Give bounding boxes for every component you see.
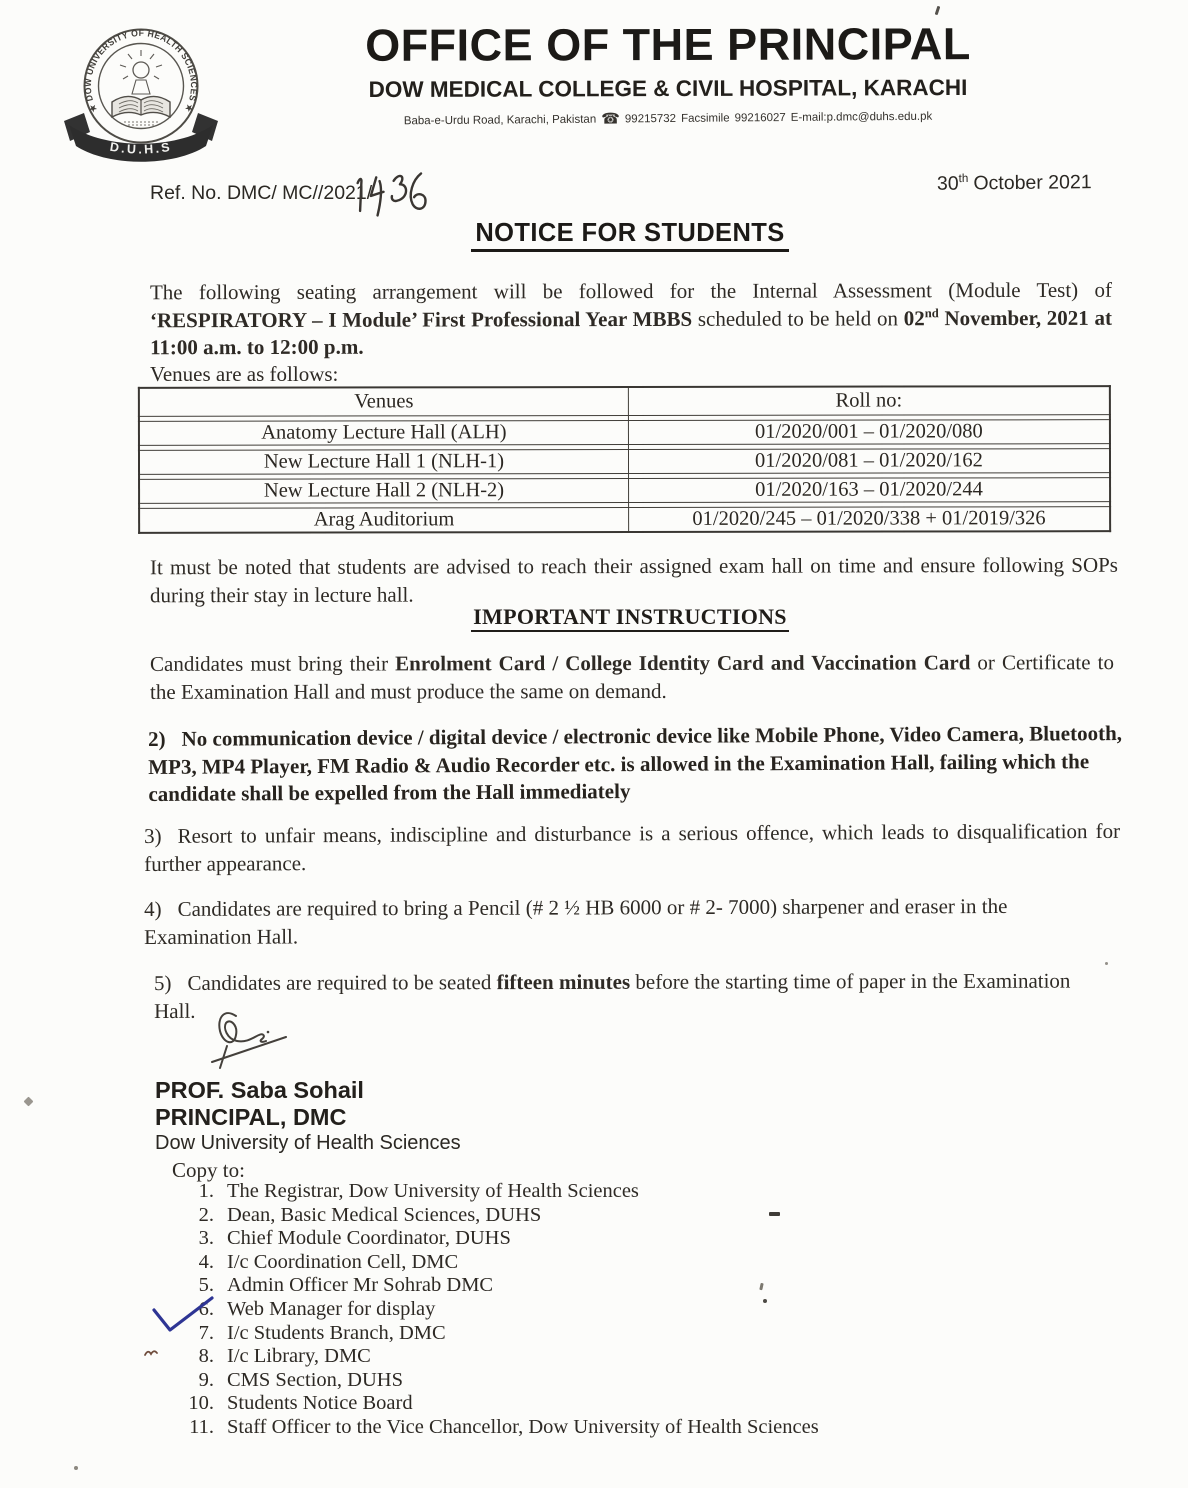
logo-ribbon [64,113,218,162]
table-row [139,420,1110,446]
address-text: Baba-e-Urdu Road, Karachi, Pakistan [403,113,597,127]
item-text: CMS Section, DUHS [227,1368,403,1391]
item-number: 2. [198,1203,214,1226]
notice-title: NOTICE FOR STUDENTS [150,219,1110,248]
item-text: Admin Officer Mr Sohrab DMC [227,1274,494,1297]
email-text: E-mail:p.dmc@duhs.edu.pk [790,110,933,124]
item-number: 9. [198,1368,214,1391]
item-number: 3. [198,1227,214,1250]
letterhead [338,18,998,128]
signatory-name: PROF. Saba Sohail [155,1077,364,1103]
scan-speck [1105,962,1108,965]
list-item [150,1180,819,1204]
copy-to-label: Copy to: [172,1158,245,1182]
item-number: 4) [144,896,162,921]
rollno-cell: 01/2020/163 – 01/2020/244 [628,478,1110,503]
list-item [150,1204,819,1228]
scan-speck [763,1299,767,1303]
item-number: 6. [198,1297,214,1320]
duhs-logo [36,26,246,168]
fifteen-minutes-bold: fifteen minutes [496,969,631,995]
venues-lead-in: Venues are as follows: [150,362,339,386]
table-row [139,478,1110,504]
intro-text: scheduled to be held on [692,305,904,331]
logo-book-icon [112,96,170,117]
institution-name: DOW MEDICAL COLLEGE & CIVIL HOSPITAL, KARACHI [368,74,968,102]
instruction-text: before the starting time of paper in the Examination Hall. [154,968,1071,1023]
item-number: 8. [198,1345,214,1368]
signatory-org: Dow University of Health Sciences [155,1132,461,1154]
instruction-text: Resort to unfair means, indiscipline and disturbance is a serious offence, which leads to disqualification for further appearance. [144,818,1121,876]
phone-number: 99215732 [624,112,677,125]
item-text: The Registrar, Dow University of Health Sciences [227,1180,639,1202]
date-ordinal: th [958,171,969,186]
instruction-text: Candidates are required to bring a Pencil (# 2 ½ HB 6000 or # 2- 7000) sharpener and eraser in the Examination Hall. [144,893,1008,949]
phone-icon: ☎ [601,110,620,128]
logo-sun-icon [133,62,149,78]
item-number: 1. [198,1180,214,1202]
item-number: 5) [154,970,172,995]
item-number: 10. [188,1392,214,1415]
list-item [150,1251,819,1275]
table-row [139,449,1110,475]
rollno-cell: 01/2020/081 – 01/2020/162 [628,449,1110,474]
rollno-cell: 01/2020/245 – 01/2020/338 + 01/2019/326 [628,507,1110,532]
handwritten-ref-number [347,168,439,226]
contact-line [338,108,998,129]
logo-banner-text: D.U.H.S [108,139,174,157]
stray-pen-mark [143,1347,163,1359]
important-instructions-heading: IMPORTANT INSTRUCTIONS [150,604,1110,630]
list-item [150,1322,819,1346]
list-item [150,1416,819,1440]
ref-number-label: Ref. No. DMC/ MC//2021/ [150,182,373,204]
scan-speck [769,1212,780,1216]
item-text: I/c Students Branch, DMC [227,1321,446,1344]
item-number: 11. [189,1415,214,1438]
list-item [150,1369,819,1393]
instruction-4 [144,893,1110,951]
fax-label: Facsimile [680,111,730,125]
list-item [150,1345,819,1369]
table-row [139,507,1110,533]
item-number: 5. [198,1274,214,1297]
instruction-3 [144,818,1120,878]
list-item [150,1392,819,1416]
item-number: 2) [148,726,166,751]
instruction-text: or Certificate to the Examination Hall and must produce the same on demand. [150,650,1114,704]
item-number: 4. [198,1250,214,1273]
list-item [150,1227,819,1251]
instruction-text: Candidates are required to be seated [187,970,497,995]
item-text: Dean, Basic Medical Sciences, DUHS [227,1203,542,1226]
signature-scribble [198,1004,313,1076]
office-title: OFFICE OF THE PRINCIPAL [365,18,971,71]
intro-paragraph [150,277,1112,362]
instruction-text: No communication device / digital device / electronic device like Mobile Phone, Video Camera, Bluetooth, MP3, MP4 Player, FM Radio & Audio Recorder etc. is allowed in the Examination Hall, failing which the candidate shall be expelled from the Hall immediately [148,721,1123,806]
exam-datetime-bold: November, 2021 at 11:00 a.m. to 12:00 p.m. [150,305,1113,360]
column-header-rollno: Roll no: [628,386,1110,415]
exam-date-bold: 02 [903,305,925,330]
item-text: Chief Module Coordinator, DUHS [227,1227,511,1250]
exam-date-ordinal: nd [924,305,939,320]
handwritten-checkmark-icon [150,1292,222,1336]
table-header-row [139,386,1110,416]
venue-cell: Arag Auditorium [139,507,628,532]
date-day: 30 [937,172,960,195]
list-item [150,1274,819,1298]
item-text: Students Notice Board [227,1392,413,1415]
instruction-2 [148,720,1134,809]
copy-distribution-list [150,1180,819,1440]
rollno-cell: 01/2020/001 – 01/2020/080 [628,420,1110,445]
date-rest: October 2021 [973,171,1093,195]
item-number: 3) [144,823,162,848]
signatory-title: PRINCIPAL, DMC [155,1104,347,1130]
module-name-bold: ‘RESPIRATORY – I Module’ First Professional Year MBBS [149,306,693,332]
venue-cell: New Lecture Hall 1 (NLH-1) [139,449,628,474]
scan-speck [935,6,941,15]
scan-speck [74,1466,78,1470]
item-text: I/c Library, DMC [227,1345,371,1368]
item-number: 7. [198,1321,214,1344]
item-text: Staff Officer to the Vice Chancellor, Dow University of Health Sciences [227,1415,819,1438]
document-date [937,171,1092,196]
logo-ring-text: ★ DOW UNIVERSITY OF HEALTH SCIENCES ★ [82,27,200,115]
note-paragraph: It must be noted that students are advised to reach their assigned exam hall on time and ensure following SOPs during their stay in lecture hall. [149,552,1118,607]
column-header-venues: Venues [139,387,628,416]
item-text: Web Manager for display [227,1297,436,1320]
venues-table [138,385,1111,534]
instruction-1 [150,649,1114,706]
scan-speck [24,1097,34,1107]
item-text: I/c Coordination Cell, DMC [227,1250,459,1273]
instruction-text: Candidates must bring their [149,651,396,676]
venue-cell: Anatomy Lecture Hall (ALH) [139,420,628,445]
list-item-web-manager [150,1298,819,1322]
intro-text: The following seating arrangement will be followed for the Internal Assessment (Module Test) of [149,277,1112,305]
fax-number: 99216027 [734,111,786,124]
required-cards-bold: Enrolment Card / College Identity Card and Vaccination Card [395,650,971,676]
venue-cell: New Lecture Hall 2 (NLH-2) [139,478,628,503]
